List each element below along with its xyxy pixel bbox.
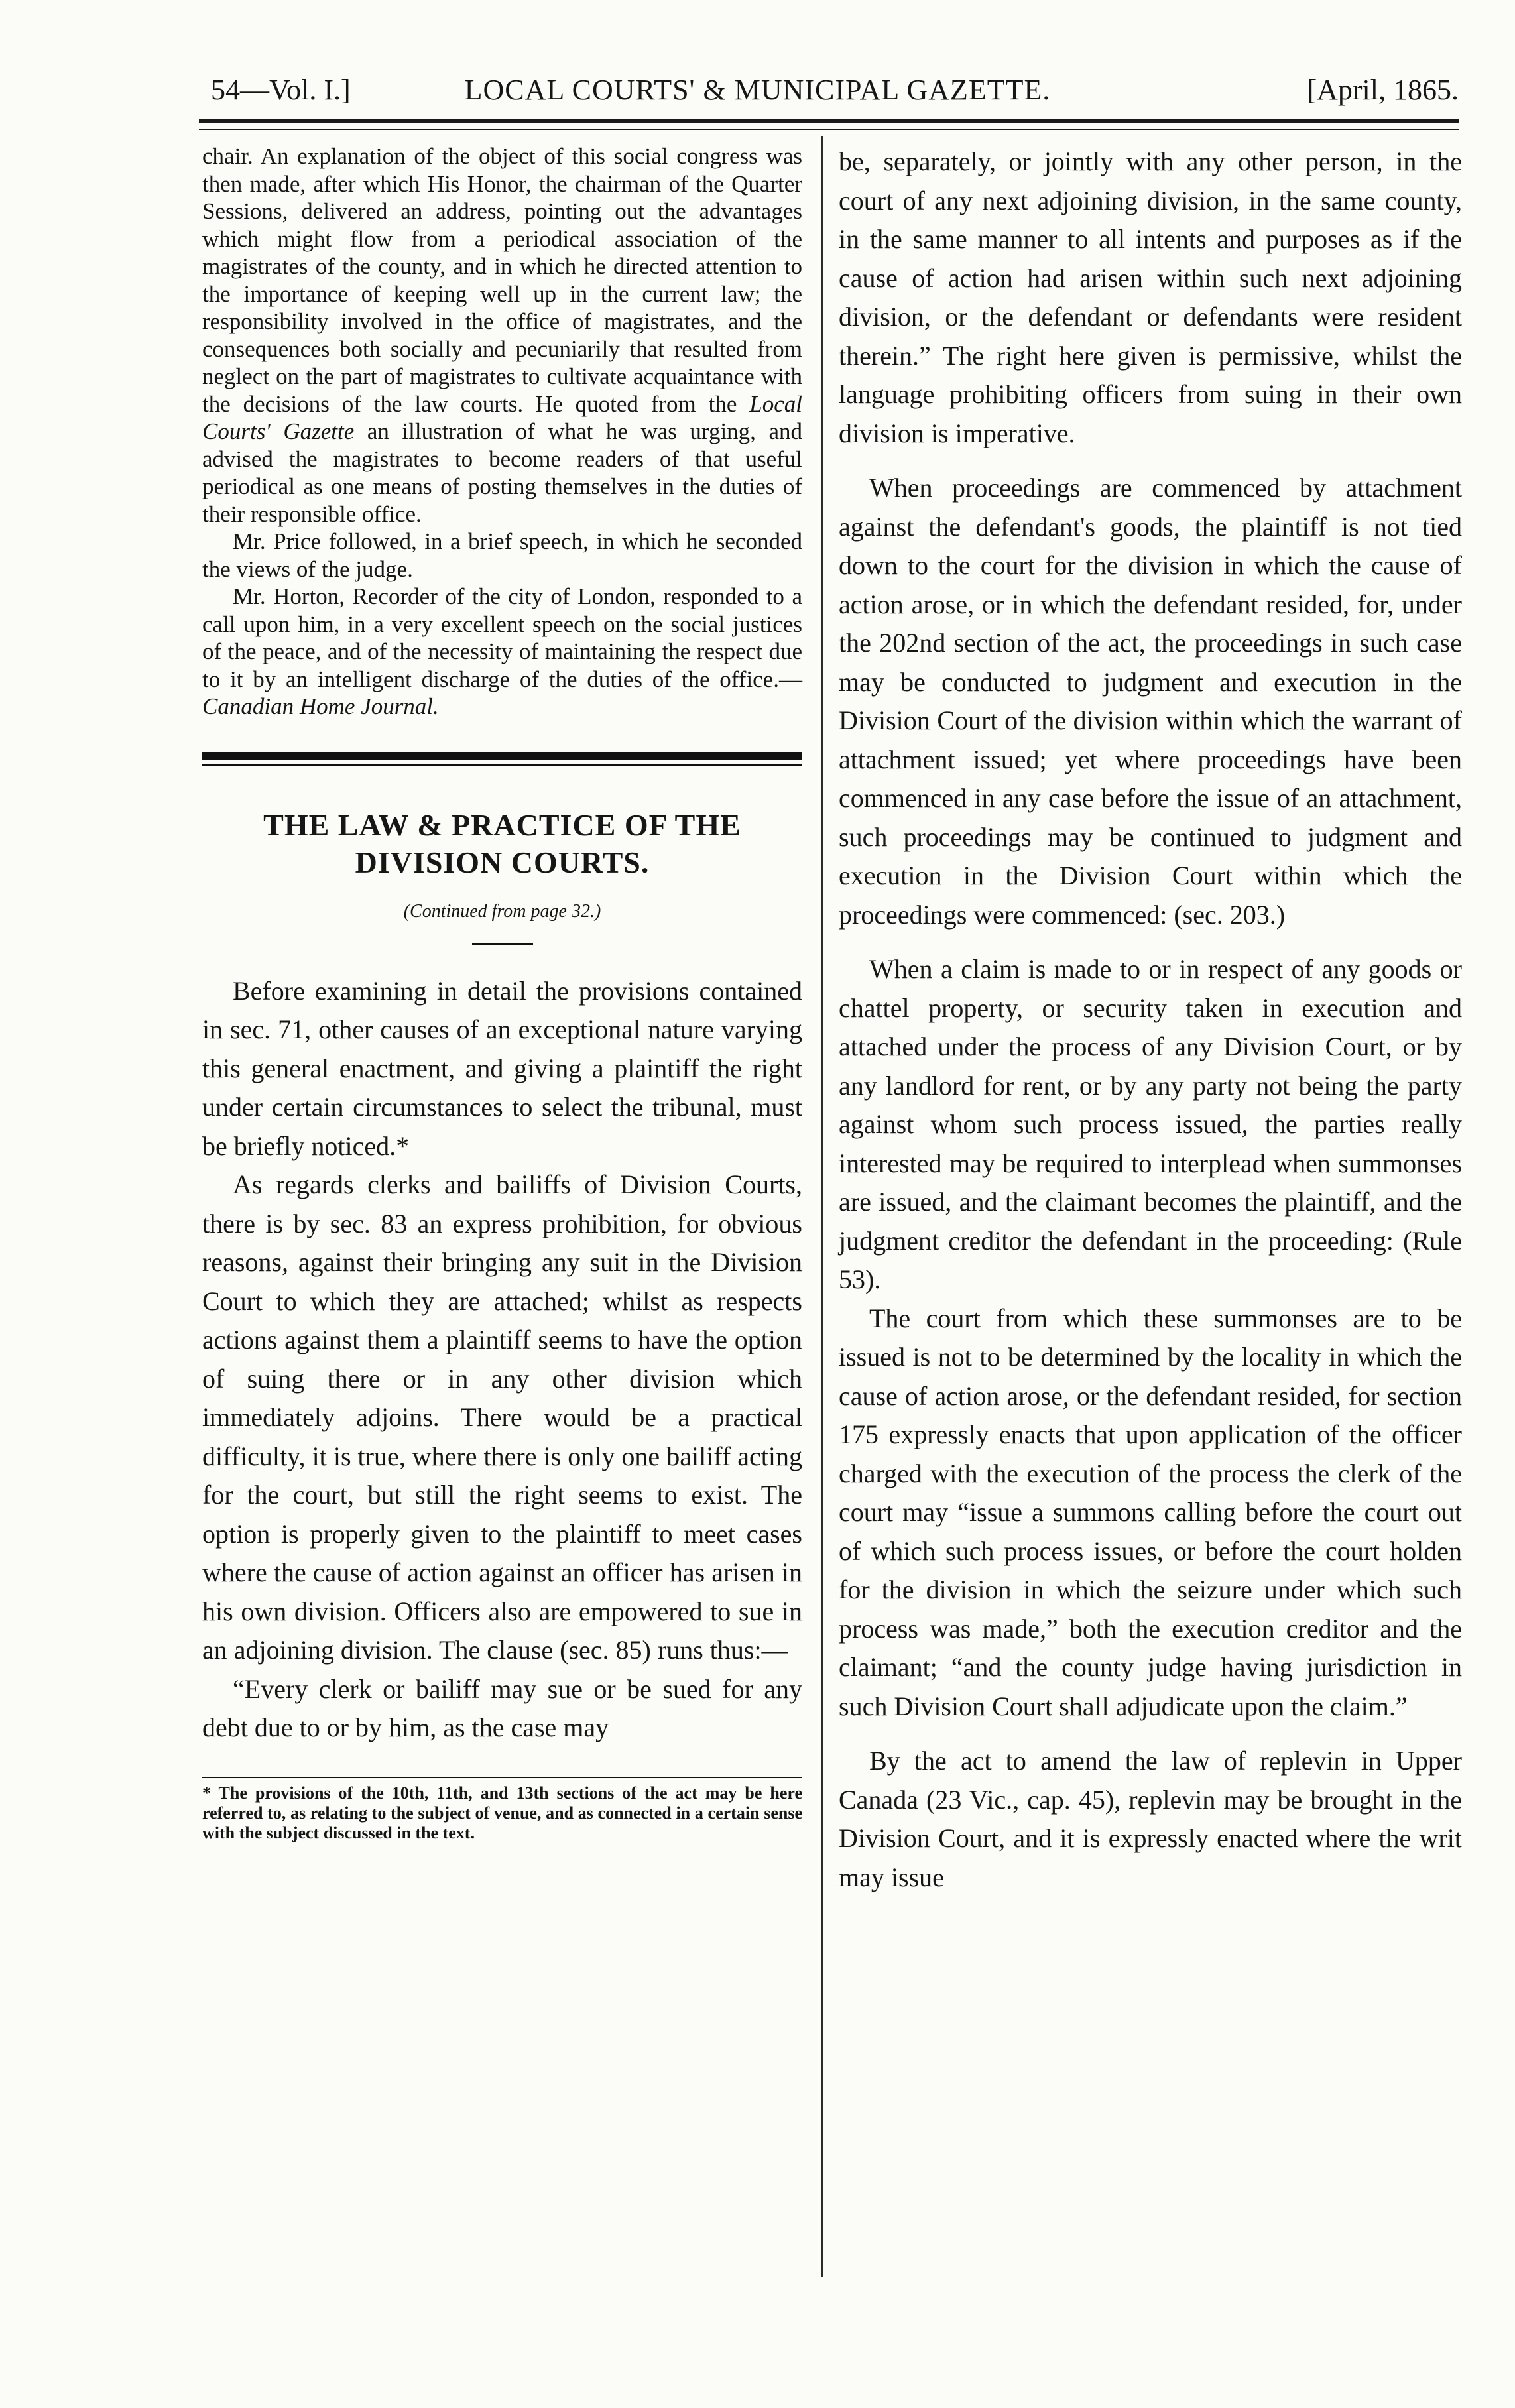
section-title-line: THE LAW & PRACTICE OF THE [263, 808, 741, 842]
left-column [202, 143, 802, 1843]
body-paragraph: Before examining in detail the provisions contained in sec. 71, other causes of an exceptional nature varying this general enactment, and giving a plaintiff the right under certain circumstances to select the tribunal, must be briefly noticed.* [202, 975, 802, 1161]
paragraph-text: an illustration of what he was urging, and advised the magistrates to become readers of that useful periodical as one means of posting themselves in the duties of their responsible office. [202, 418, 802, 527]
section-title [202, 807, 802, 881]
article-paragraph: Mr. Price followed, in a brief speech, in which he seconded the views of the judge. [202, 528, 802, 582]
header-rule-thin [199, 129, 1459, 130]
section-separator-thick [202, 752, 802, 760]
paragraph-text: chair. An explanation of the object of this social congress was then made, after which His Honor, the chairman of the Quarter Sessions, delivered an address, pointing out the advantages which might flow from a periodical association of the magistrates of the county, and in which he directed attention to the importance of keeping well up in the current law; the responsibility involved in the office of magistrates, and the consequences both socially and pecuniarily that resulted from neglect on the part of magistrates to cultivate acquaintance with the decisions of the law courts. He quoted from the [202, 143, 802, 417]
section-title-line: DIVISION COURTS. [355, 845, 650, 879]
section-separator-thin [202, 764, 802, 766]
footnote: * The provisions of the 10th, 11th, and 13th sections of the act may be here referred to, as relating to the subject of venue, and as connected in a certain sense with the subject discussed in the text. [202, 1783, 802, 1842]
publication-reference: Local Courts' Gazette [202, 391, 802, 444]
continued-note: (Continued from page 32.) [403, 900, 601, 922]
body-paragraph: be, separately, or jointly with any other person, in the court of any next adjoining division, in the same county, in the same manner to all intents and purposes as if the cause of action had arisen within such next adjoining division, or the defendant or defendants were resident therein.” The right here given is permissive, whilst the language prohibiting officers from suing in their own division is imperative. [839, 147, 1462, 448]
paragraph-text: Mr. Horton, Recorder of the city of London, responded to a call upon him, in a very excellent speech on the social justices of the peace, and of the necessity of maintaining the respect due to it by an intelligent discharge of the duties of the office.— [202, 583, 802, 692]
issue-date: [April, 1865. [1307, 74, 1459, 106]
body-paragraph: When a claim is made to or in respect of any goods or chattel property, or security taken in execution and attached under the process of any Division Court, or by any landlord for rent, or by any party not being the party against whom such process issued, the parties really interested may be required to interplead when summonses are issued, and the claimant becomes the plaintiff, and the judgment creditor the defendant in the proceeding: (Rule 53). [839, 954, 1462, 1294]
header-rule-thick [199, 119, 1459, 123]
body-paragraph: As regards clerks and bailiffs of Division Courts, there is by sec. 83 an express prohibition, for obvious reasons, against their bringing any suit in the Division Court to which they are attached; whilst as respects actions against them a plaintiff seems to have the option of suing there or in any other division which immediately adjoins. There would be a practical difficulty, it is true, where there is only one bailiff acting for the court, but still the right seems to exist. The option is properly given to the plaintiff to meet cases where the cause of action against an officer has arisen in his own division. Officers also are empowered to sue in an adjoining division. The clause (sec. 85) runs thus:— [202, 1170, 802, 1665]
volume-page-label: 54—Vol. I.] [211, 74, 351, 106]
running-header [0, 73, 1515, 119]
body-paragraph: When proceedings are commenced by attachment against the defendant's goods, the plaintiff is not tied down to the court for the division in which the cause of action arose, or in which the defendant resided, for, under the 202nd section of the act, the proceedings in such case may be conducted to judgment and execution in the Division Court of the division within which the warrant of attachment issued; yet where proceedings have been commenced in any case before the issue of an attachment, such proceedings may be continued to judgment and execution in the Division Court within which the proceedings were commenced: (sec. 203.) [839, 473, 1462, 930]
body-paragraph: By the act to amend the law of replevin in Upper Canada (23 Vic., cap. 45), replevin may be brought in the Division Court, and it is expressly enacted where the writ may issue [839, 1746, 1462, 1892]
footnote-rule [202, 1777, 802, 1778]
right-column [839, 143, 1462, 1897]
article-paragraph [202, 583, 802, 721]
article-paragraph [202, 143, 802, 528]
body-paragraph: “Every clerk or bailiff may sue or be sued for any debt due to or by him, as the case may [202, 1673, 802, 1742]
column-divider [821, 136, 823, 2277]
source-citation: Canadian Home Journal. [202, 693, 439, 719]
publication-title: LOCAL COURTS' & MUNICIPAL GAZETTE. [464, 74, 1051, 106]
short-divider [472, 943, 533, 945]
body-paragraph: The court from which these summonses are to be issued is not to be determined by the locality in which the cause of action arose, or the defendant resided, for section 175 expressly enacts that upon application of the officer charged with the execution of the process the clerk of the court may “issue a summons calling before the court out of which such process issues, or before the court holden for the division in which the seizure under which such process was made,” both the execution creditor and the claimant; “and the county judge having jurisdiction in such Division Court shall adjudicate upon the claim.” [839, 1303, 1462, 1721]
